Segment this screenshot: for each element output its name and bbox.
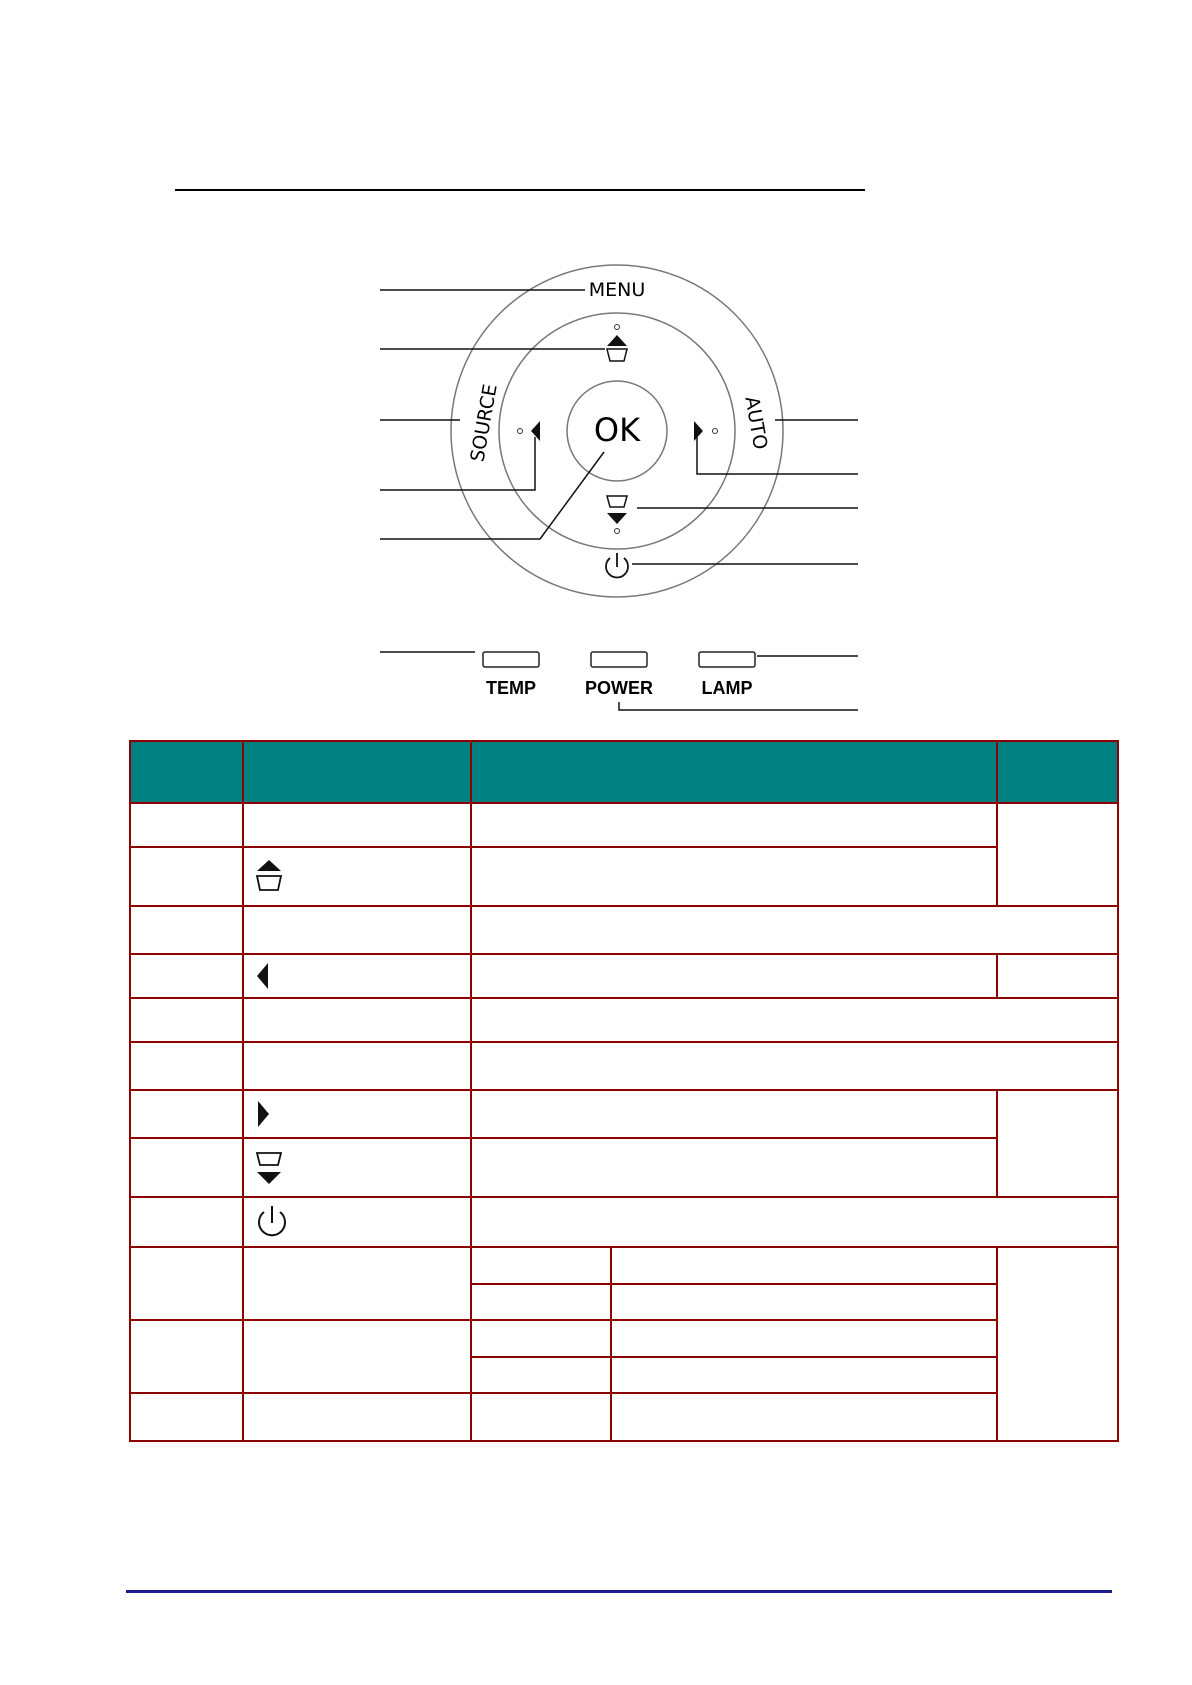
lamp-label: LAMP <box>701 678 753 698</box>
header-cell <box>243 741 470 803</box>
table-row <box>130 1393 1118 1441</box>
control-panel-diagram <box>0 0 1192 740</box>
table-row <box>130 1320 1118 1357</box>
table-row <box>130 847 1118 906</box>
temp-label: TEMP <box>485 678 537 698</box>
source-label[interactable]: SOURCE <box>466 382 502 464</box>
power-icon[interactable] <box>606 553 628 577</box>
table-row <box>130 1138 1118 1197</box>
table-row <box>130 906 1118 954</box>
keystone-down-icon[interactable] <box>607 496 627 534</box>
table-row <box>130 954 1118 998</box>
lamp-led <box>699 652 755 667</box>
table-row <box>130 1247 1118 1284</box>
power-label: POWER <box>584 678 654 698</box>
table-header-row <box>130 741 1118 803</box>
ok-label: OK <box>593 411 641 449</box>
footer-rule <box>126 1590 1112 1593</box>
temp-led <box>483 652 539 667</box>
table-row <box>130 998 1118 1042</box>
header-cell <box>471 741 997 803</box>
menu-label[interactable]: MENU <box>588 279 646 301</box>
power-led <box>591 652 647 667</box>
header-cell <box>997 741 1118 803</box>
table-row <box>130 1090 1118 1138</box>
auto-label[interactable]: AUTO <box>740 394 772 452</box>
keystone-up-icon <box>254 857 284 897</box>
keystone-up-icon[interactable] <box>607 325 627 362</box>
function-table <box>129 740 1119 1442</box>
left-arrow-icon <box>254 961 274 991</box>
table-row <box>130 803 1118 847</box>
left-arrow-icon[interactable] <box>518 421 541 441</box>
header-cell <box>130 741 243 803</box>
keystone-down-icon <box>254 1148 284 1188</box>
table-row <box>130 1042 1118 1090</box>
power-icon <box>254 1202 290 1242</box>
table-row <box>130 1197 1118 1247</box>
right-arrow-icon <box>254 1099 274 1129</box>
callout-lines <box>380 290 858 710</box>
